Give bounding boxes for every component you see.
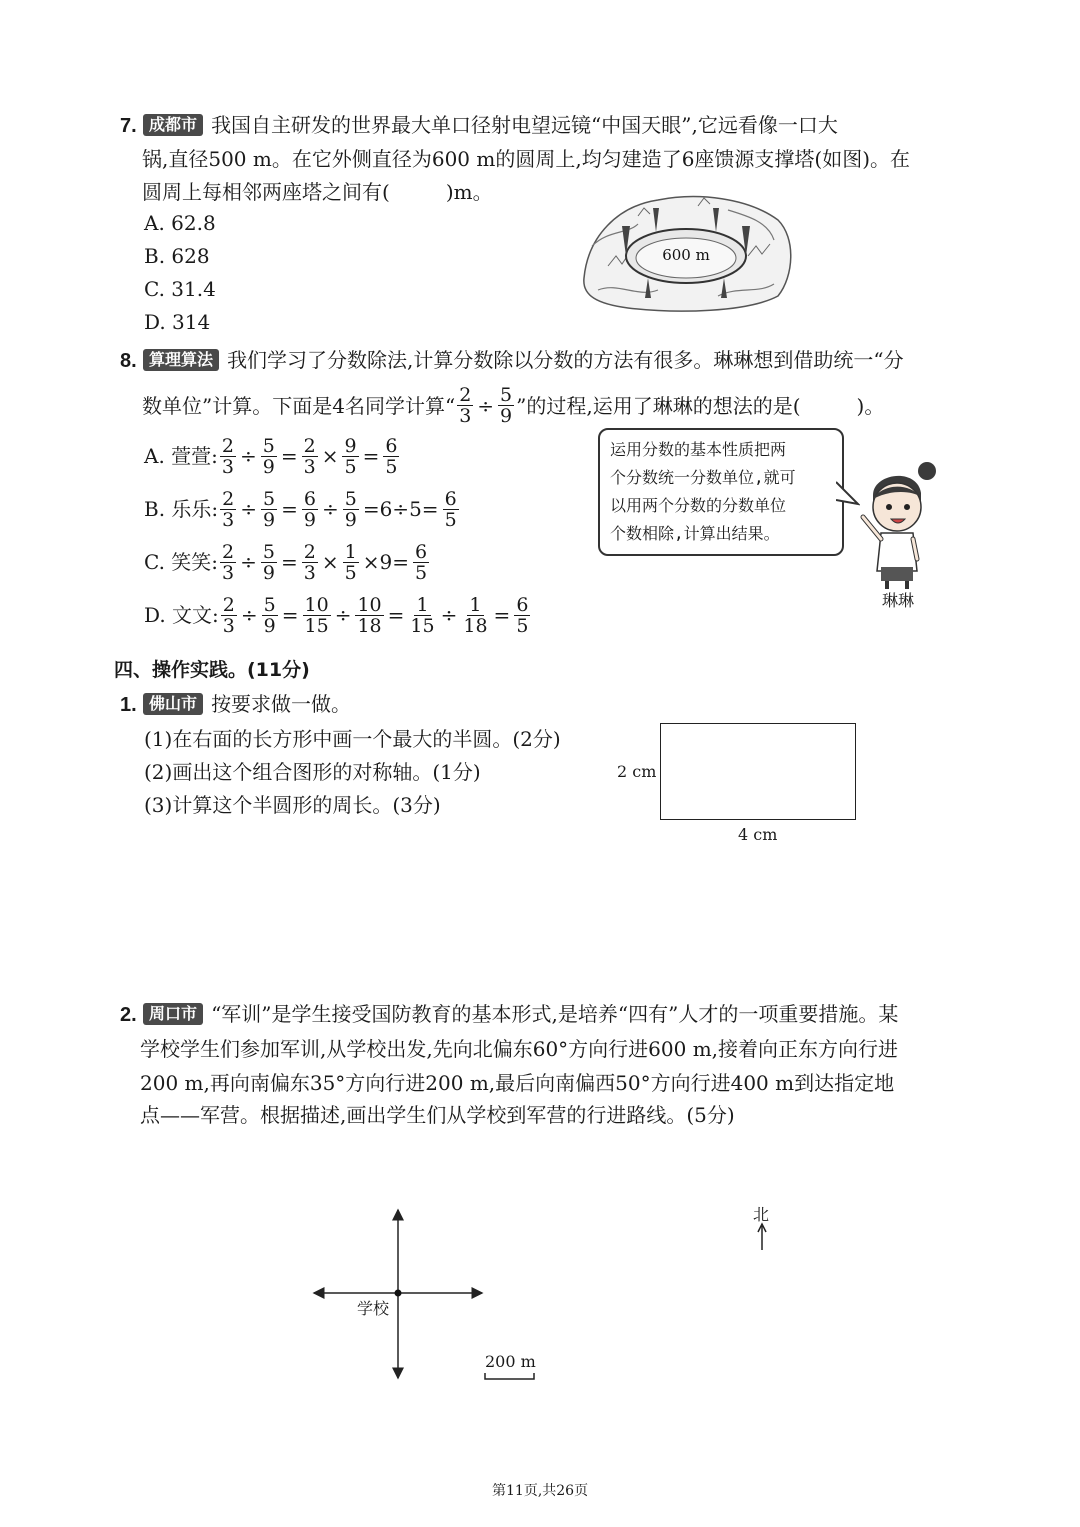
q7-text-1: 我国自主研发的世界最大单口径射电望远镜“中国天眼”,它远看像一口大 xyxy=(211,113,838,137)
bubble-line: 运用分数的基本性质把两 xyxy=(610,440,787,459)
q8-text-2-post: ”的过程,运用了琳琳的想法的是( xyxy=(516,393,801,418)
fraction: $\frac{5}{9}$ xyxy=(262,540,275,584)
q7-line3 xyxy=(142,175,493,209)
option-label: D. 文文: xyxy=(144,603,219,627)
bubble-line: 以用两个分数的分数单位 xyxy=(610,496,787,515)
fraction: $\frac{6}{5}$ xyxy=(444,487,457,531)
q7-option-d[interactable]: D. 314 xyxy=(144,310,211,334)
school-label: 学校 xyxy=(357,1299,390,1318)
fraction: $\frac{2}{3}$ xyxy=(459,384,472,427)
p1-item-2: (2)画出这个组合图形的对称轴。(1分) xyxy=(144,760,481,784)
p2-number: 2. xyxy=(120,1004,137,1026)
fraction: $\frac{2}{3}$ xyxy=(303,434,316,478)
q8-option-d[interactable]: D. 文文: $\frac{2}{3}$ ÷ $\frac{5}{9}$ = $\frac{10}{15}$ ÷ $\frac{10}{18}$ = $\frac{1}{15}$ ÷ $\frac{1}{18}$ = $\frac{6}{5}$ xyxy=(144,589,532,641)
p1-intro: 按要求做一做。 xyxy=(211,692,352,716)
q8-option-c[interactable]: C. 笑笑: $\frac{2}{3}$ ÷ $\frac{5}{9}$ = $\frac{2}{3}$ × $\frac{1}{5}$ ×9= $\frac{6}{5}$ xyxy=(144,536,431,588)
rectangle-height-label: 2 cm xyxy=(617,762,657,781)
girl-linlin-illustration xyxy=(855,455,945,590)
fraction: $\frac{1}{18}$ xyxy=(463,593,488,637)
q8-text-2-end: )。 xyxy=(856,393,885,418)
fraction: $\frac{5}{9}$ xyxy=(263,593,276,637)
fraction: $\frac{5}{9}$ xyxy=(344,487,357,531)
section-title: 四、操作实践。(11分) xyxy=(114,659,310,681)
q7-option-b[interactable]: B. 628 xyxy=(144,244,210,268)
bubble-line: 个数相除,计算出结果。 xyxy=(610,524,780,543)
q8-option-b[interactable]: B. 乐乐: $\frac{2}{3}$ ÷ $\frac{5}{9}$ = $\frac{6}{9}$ ÷ $\frac{5}{9}$ =6÷5= $\frac{6}{5}$ xyxy=(144,483,461,535)
fraction: $\frac{2}{3}$ xyxy=(222,593,235,637)
school-axes[interactable] xyxy=(300,1200,500,1390)
north-label: 北 xyxy=(753,1205,770,1224)
north-arrow-icon xyxy=(752,1222,772,1252)
fraction: $\frac{2}{3}$ xyxy=(222,487,235,531)
fraction: $\frac{5}{9}$ xyxy=(263,487,276,531)
p2-text-2: 学校学生们参加军训,从学校出发,先向北偏东60°方向行进600 m,接着向正东方向行进 xyxy=(140,1037,899,1061)
option-label: B. 乐乐: xyxy=(144,497,219,521)
fraction: $\frac{9}{5}$ xyxy=(344,434,357,478)
fraction: $\frac{2}{3}$ xyxy=(222,540,235,584)
q8-option-a[interactable]: A. 萱萱: $\frac{2}{3}$ ÷ $\frac{5}{9}$ = $\frac{2}{3}$ × $\frac{9}{5}$ = $\frac{6}{5}$ xyxy=(144,430,401,482)
q7-text-3-post: )m。 xyxy=(445,180,493,204)
p2-text-4: 点——军营。根据描述,画出学生们从学校到军营的行进路线。(5分) xyxy=(140,1103,735,1127)
option-label: C. 笑笑: xyxy=(144,550,219,574)
p1-line1 xyxy=(120,687,351,722)
p1-region-tag: 佛山市 xyxy=(143,693,203,715)
q8-text-1: 我们学习了分数除法,计算分数除以分数的方法有很多。琳琳想到借助统一“分 xyxy=(227,348,904,372)
hint-speech-bubble xyxy=(598,428,844,556)
scale-bar xyxy=(484,1372,536,1382)
q8-line1 xyxy=(120,343,904,378)
p2-line1 xyxy=(120,997,898,1032)
fraction: $\frac{5}{9}$ xyxy=(262,434,275,478)
p2-text-3: 200 m,再向南偏东35°方向行进200 m,最后向南偏西50°方向行进400 m到达指定地 xyxy=(140,1071,895,1095)
page-footer: 第11页,共26页 xyxy=(492,1483,589,1499)
scale-label: 200 m xyxy=(485,1352,536,1371)
fraction: $\frac{6}{5}$ xyxy=(385,434,398,478)
q7-text-3-pre: 圆周上每相邻两座塔之间有( xyxy=(142,180,390,204)
p2-text-1: “军训”是学生接受国防教育的基本形式,是培养“四有”人才的一项重要措施。某 xyxy=(211,1002,899,1026)
rectangle-drawing-area[interactable] xyxy=(660,723,856,820)
fraction: $\frac{5}{9}$ xyxy=(500,384,513,427)
p2-region-tag: 周口市 xyxy=(143,1003,203,1025)
rectangle-width-label: 4 cm xyxy=(738,825,778,844)
fraction: $\frac{2}{3}$ xyxy=(221,434,234,478)
p1-item-1: (1)在右面的长方形中画一个最大的半圆。(2分) xyxy=(144,727,561,751)
q7-option-c[interactable]: C. 31.4 xyxy=(144,277,216,301)
q7-number: 7. xyxy=(120,115,137,137)
fraction: $\frac{1}{15}$ xyxy=(410,593,435,637)
fraction: $\frac{6}{5}$ xyxy=(414,540,428,584)
fraction: $\frac{6}{9}$ xyxy=(303,487,316,531)
option-label: A. 萱萱: xyxy=(144,444,218,468)
fraction: $\frac{2}{3}$ xyxy=(303,540,316,584)
q7-region-tag: 成都市 xyxy=(143,114,203,136)
fraction: $\frac{1}{5}$ xyxy=(344,540,357,584)
p1-item-3: (3)计算这个半圆形的周长。(3分) xyxy=(144,793,441,817)
girl-name-label: 琳琳 xyxy=(882,591,915,610)
q8-number: 8. xyxy=(120,350,137,372)
fraction: $\frac{10}{18}$ xyxy=(357,593,382,637)
telescope-diameter-label: 600 m xyxy=(662,246,710,264)
fraction: $\frac{10}{15}$ xyxy=(304,593,329,637)
q7-text-2: 锅,直径500 m。在它外侧直径为600 m的圆周上,均匀建造了6座馈源支撑塔(如图)。在 xyxy=(142,147,911,171)
q7-line1 xyxy=(120,108,838,143)
telescope-illustration xyxy=(578,186,798,316)
school-point xyxy=(395,1290,402,1297)
q7-option-a[interactable]: A. 62.8 xyxy=(144,211,216,235)
bubble-line: 个分数统一分数单位,就可 xyxy=(610,468,796,487)
p1-number: 1. xyxy=(120,694,137,716)
q8-text-2-pre: 数单位”计算。下面是4名同学计算“ xyxy=(142,393,456,418)
q8-topic-tag: 算理算法 xyxy=(143,349,219,371)
fraction: $\frac{6}{5}$ xyxy=(516,593,529,637)
q8-line2: 数单位”计算。下面是4名同学计算“ $\frac{2}{3}$ ÷ $\frac{5}{9}$ ”的过程,运用了琳琳的想法的是( )。 xyxy=(142,384,885,427)
